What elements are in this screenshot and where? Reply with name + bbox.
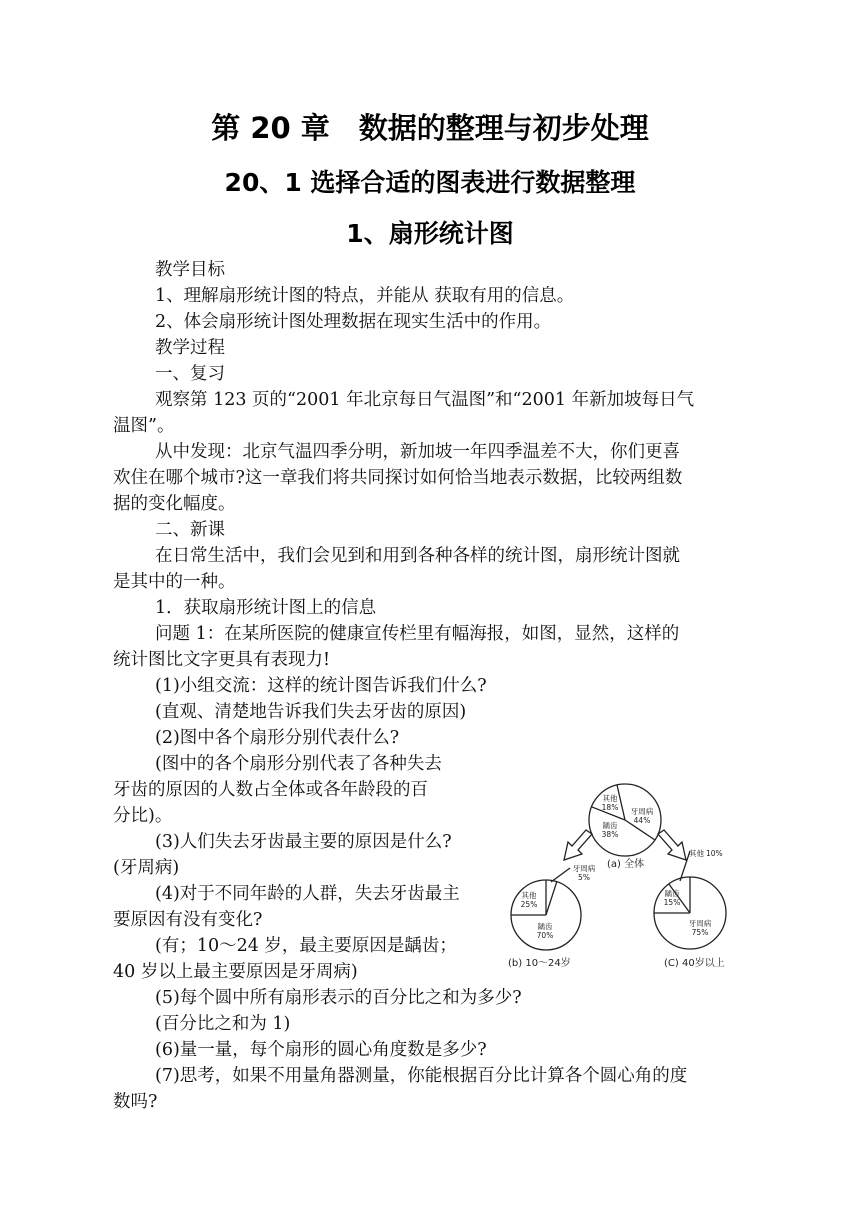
body-line: (6)量一量，每个扇形的圆心角度数是多少? <box>155 1040 487 1060</box>
pie-c-slice-value: 75% <box>691 928 709 937</box>
pie-c-caption: (C) 40岁以上 <box>664 958 725 969</box>
pie-a-slice-label: 其他 <box>602 794 618 803</box>
body-line: 温图”。 <box>113 416 175 436</box>
body-line: 教学过程 <box>155 338 225 358</box>
body-line: 1．获取扇形统计图上的信息 <box>155 598 377 618</box>
lesson-title: 1、扇形统计图 <box>346 219 514 248</box>
pie-b-slice-label: 牙周病 <box>572 864 596 873</box>
body-line: (图中的各个扇形分别代表了各种失去 <box>155 754 442 774</box>
body-line: 2、体会扇形统计图处理数据在现实生活中的作用。 <box>155 312 552 332</box>
pie-b-slice-label: 其他 <box>521 891 537 900</box>
pie-c-slice-value: 10% <box>706 849 723 858</box>
body-line: 在日常生活中，我们会见到和用到各种各样的统计图，扇形统计图就 <box>155 546 680 566</box>
body-line: (1)小组交流：这样的统计图告诉我们什么? <box>155 676 487 696</box>
arrow-right-icon <box>658 830 686 860</box>
body-line: 一、复习 <box>155 364 225 384</box>
body-line: 欢住在哪个城市?这一章我们将共同探讨如何恰当地表示数据，比较两组数 <box>113 468 683 488</box>
pie-b-slice-label: 龋齿 <box>537 922 553 931</box>
pie-a-caption: (a) 全体 <box>607 859 645 870</box>
pie-c-slice-label: 其他 <box>689 849 704 858</box>
body-line: 问题 1：在某所医院的健康宣传栏里有幅海报，如图，显然，这样的 <box>155 624 680 644</box>
body-line: (7)思考，如果不用量角器测量，你能根据百分比计算各个圆心角的度 <box>155 1066 688 1086</box>
arrow-left-icon <box>564 830 592 860</box>
pie-b-slice-value: 70% <box>536 931 554 940</box>
pie-c-slice-label: 牙周病 <box>688 919 712 928</box>
body-line: 观察第 123 页的“2001 年北京每日气温图”和“2001 年新加坡每日气 <box>155 390 695 410</box>
body-line: 要原因有没有变化? <box>113 910 263 930</box>
body-line: (直观、清楚地告诉我们失去牙齿的原因) <box>155 702 467 722</box>
body-line: (3)人们失去牙齿最主要的原因是什么? <box>155 832 452 852</box>
body-line: (5)每个圆中所有扇形表示的百分比之和为多少? <box>155 988 522 1008</box>
body-line: 是其中的一种。 <box>113 572 236 592</box>
section-title: 20、1 选择合适的图表进行数据整理 <box>224 168 636 197</box>
pie-charts-svg <box>500 770 755 975</box>
body-line: 牙齿的原因的人数占全体或各年龄段的百 <box>113 780 428 800</box>
body-line: 统计图比文字更具有表现力! <box>113 650 331 670</box>
body-line: 1、理解扇形统计图的特点，并能从 获取有用的信息。 <box>155 286 575 306</box>
body-line: 教学目标 <box>155 260 225 280</box>
pie-charts-figure <box>500 770 755 975</box>
pie-a-slice-label: 牙周病 <box>630 807 654 816</box>
body-line: 从中发现：北京气温四季分明，新加坡一年四季温差不大，你们更喜 <box>155 442 680 462</box>
body-line: (百分比之和为 1) <box>155 1014 291 1034</box>
body-line: (有；10～24 岁，最主要原因是龋齿； <box>155 936 457 956</box>
pie-a-slice-label: 龋齿 <box>602 821 618 830</box>
body-line: (4)对于不同年龄的人群，失去牙齿最主 <box>155 884 460 904</box>
pie-b-slice-value: 5% <box>578 873 590 882</box>
pie-b-caption: (b) 10～24岁 <box>508 958 571 969</box>
pie-a-slice-value: 18% <box>601 803 619 812</box>
pie-c-slice-value: 15% <box>663 898 681 907</box>
body-line: 数吗? <box>113 1092 158 1112</box>
pie-b-leader-line <box>551 868 570 882</box>
body-line: 据的变化幅度。 <box>113 494 236 514</box>
body-line: (2)图中各个扇形分别代表什么? <box>155 728 400 748</box>
pie-a-slice-value: 38% <box>601 830 619 839</box>
pie-c-slice-label: 龋齿 <box>664 889 680 898</box>
chapter-title: 第 20 章 数据的整理与初步处理 <box>211 111 649 145</box>
body-line: 40 岁以上最主要原因是牙周病) <box>113 962 358 982</box>
pie-b-slice-value: 25% <box>520 900 538 909</box>
pie-a-slice-value: 44% <box>633 816 651 825</box>
body-line: 分比)。 <box>113 806 173 826</box>
pie-b-divider <box>546 882 557 915</box>
body-line: (牙周病) <box>113 858 180 878</box>
body-line: 二、新课 <box>155 520 225 540</box>
